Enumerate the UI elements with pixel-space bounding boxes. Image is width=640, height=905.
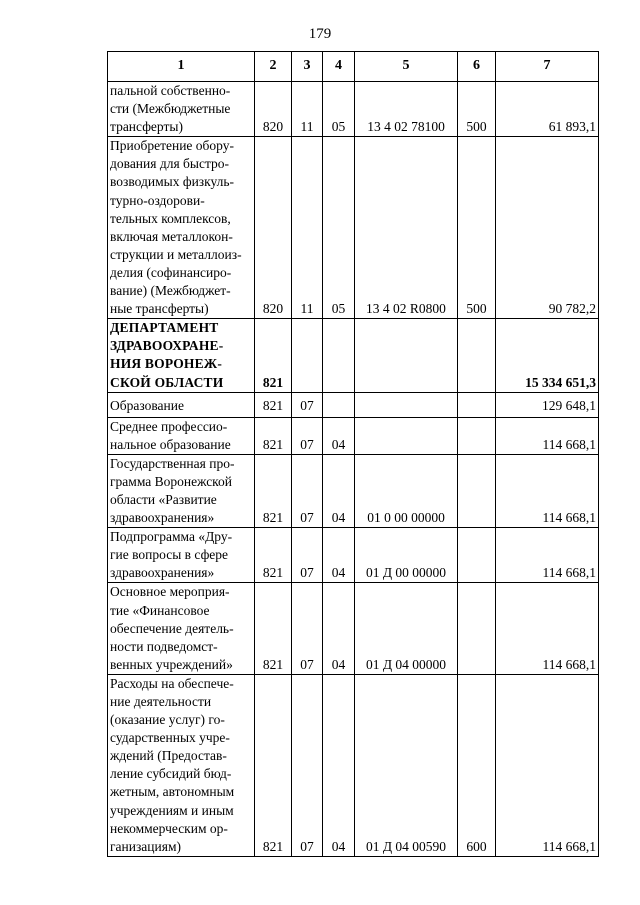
cell-expense-type — [458, 392, 496, 417]
cell-subsection-code: 04 — [323, 674, 355, 856]
description-line: турно-оздорови- — [110, 192, 205, 208]
cell-target-article: 13 4 02 78100 — [355, 82, 458, 137]
cell-target-article — [355, 392, 458, 417]
header-row — [108, 52, 599, 82]
description-line: жетным, автономным — [110, 784, 235, 800]
cell-target-article: 01 0 00 00000 — [355, 454, 458, 527]
description-line: ние деятельности — [110, 694, 212, 709]
cell-ministry-code: 821 — [255, 583, 292, 674]
cell-ministry-code: 821 — [255, 319, 292, 392]
description-line: ждений (Предостав- — [110, 748, 227, 764]
table-row — [108, 583, 599, 674]
col-header-3: 3 — [292, 52, 323, 82]
description-line: вание) (Межбюджет- — [110, 283, 231, 299]
description-line: делия (софинансиро- — [110, 264, 232, 280]
description-line: трансферты) — [110, 119, 183, 135]
description-line: пальной собственно- — [110, 83, 231, 98]
description-line: Расходы на обеспече- — [110, 675, 234, 691]
cell-ministry-code: 821 — [255, 454, 292, 527]
description-line: Государственная про- — [110, 455, 235, 471]
description-line: ганизациям) — [110, 838, 182, 854]
cell-expense-type — [458, 583, 496, 674]
description-line: нальное образование — [110, 436, 231, 452]
description-line: гие вопросы в сфере — [110, 547, 229, 563]
cell-subsection-code: 04 — [323, 454, 355, 527]
description-line: Подпрограмма «Дру- — [110, 529, 233, 545]
cell-section-code: 07 — [292, 417, 323, 454]
description-line: учреждениям и иным — [110, 802, 234, 818]
description-line: сти (Межбюджетные — [110, 101, 231, 117]
description-line: ЗДРАВООХРАНЕ- — [110, 338, 224, 354]
budget-table — [107, 51, 599, 857]
cell-section-code: 07 — [292, 392, 323, 417]
description-line: здравоохранения» — [110, 510, 215, 526]
col-header-1: 1 — [108, 52, 255, 82]
table-row — [108, 528, 599, 583]
description-line: струкции и металлоиз- — [110, 246, 242, 262]
cell-expense-type — [458, 528, 496, 583]
row-description — [108, 583, 255, 674]
description-line: ДЕПАРТАМЕНТ — [110, 320, 219, 336]
cell-ministry-code: 820 — [255, 137, 292, 319]
table-row — [108, 82, 599, 137]
cell-section-code: 07 — [292, 454, 323, 527]
row-description — [108, 392, 255, 417]
cell-amount: 61 893,1 — [496, 82, 599, 137]
cell-amount: 114 668,1 — [496, 583, 599, 674]
cell-expense-type: 500 — [458, 82, 496, 137]
col-header-6: 6 — [458, 52, 496, 82]
table-row — [108, 454, 599, 527]
description-line: некоммерческим ор- — [110, 820, 228, 836]
row-description — [108, 82, 255, 137]
description-line: ные трансферты) — [110, 301, 209, 317]
description-line: Приобретение обору- — [110, 138, 234, 154]
cell-section-code: 11 — [292, 82, 323, 137]
cell-subsection-code: 05 — [323, 82, 355, 137]
description-line: Образование — [110, 397, 184, 413]
table-row — [108, 319, 599, 392]
cell-target-article: 01 Д 04 00590 — [355, 674, 458, 856]
cell-target-article: 01 Д 04 00000 — [355, 583, 458, 674]
cell-section-code: 07 — [292, 528, 323, 583]
description-line: Основное мероприя- — [110, 584, 230, 600]
table-row — [108, 137, 599, 319]
page-number: 179 — [308, 26, 332, 42]
description-line: ление субсидий бюд- — [110, 766, 232, 782]
cell-subsection-code: 04 — [323, 417, 355, 454]
cell-subsection-code — [323, 319, 355, 392]
cell-amount: 90 782,2 — [496, 137, 599, 319]
cell-ministry-code: 820 — [255, 82, 292, 137]
cell-target-article: 01 Д 00 00000 — [355, 528, 458, 583]
cell-target-article: 13 4 02 R0800 — [355, 137, 458, 319]
row-description — [108, 417, 255, 454]
cell-expense-type: 600 — [458, 674, 496, 856]
description-line: Среднее профессио- — [110, 418, 228, 434]
cell-expense-type: 500 — [458, 137, 496, 319]
cell-amount: 129 648,1 — [496, 392, 599, 417]
description-line: дования для быстро- — [110, 156, 230, 172]
description-line: тие «Финансовое — [110, 602, 210, 618]
row-description — [108, 674, 255, 856]
cell-target-article — [355, 417, 458, 454]
cell-section-code — [292, 319, 323, 392]
description-line: здравоохранения» — [110, 565, 215, 581]
cell-expense-type — [458, 319, 496, 392]
table-row — [108, 392, 599, 417]
row-description — [108, 528, 255, 583]
cell-target-article — [355, 319, 458, 392]
cell-amount: 114 668,1 — [496, 674, 599, 856]
cell-subsection-code: 04 — [323, 528, 355, 583]
cell-ministry-code: 821 — [255, 392, 292, 417]
col-header-5: 5 — [355, 52, 458, 82]
cell-expense-type — [458, 417, 496, 454]
cell-subsection-code: 04 — [323, 583, 355, 674]
table-row — [108, 674, 599, 856]
description-line: включая металлокон- — [110, 228, 233, 244]
description-line: НИЯ ВОРОНЕЖ- — [110, 356, 223, 372]
row-description — [108, 319, 255, 392]
description-line: грамма Воронежской — [110, 473, 233, 489]
description-line: ности подведомст- — [110, 638, 218, 654]
cell-amount: 114 668,1 — [496, 528, 599, 583]
description-line: сударственных учре- — [110, 730, 230, 746]
table-row — [108, 417, 599, 454]
description-line: (оказание услуг) го- — [110, 712, 225, 728]
col-header-2: 2 — [255, 52, 292, 82]
col-header-7: 7 — [496, 52, 599, 82]
cell-section-code: 07 — [292, 674, 323, 856]
cell-ministry-code: 821 — [255, 417, 292, 454]
description-line: тельных комплексов, — [110, 210, 231, 226]
cell-expense-type — [458, 454, 496, 527]
cell-subsection-code — [323, 392, 355, 417]
col-header-4: 4 — [323, 52, 355, 82]
row-description — [108, 137, 255, 319]
description-line: обеспечение деятель- — [110, 620, 234, 636]
description-line: области «Развитие — [110, 491, 217, 507]
description-line: возводимых физкуль- — [110, 174, 235, 190]
cell-ministry-code: 821 — [255, 528, 292, 583]
row-description — [108, 454, 255, 527]
cell-ministry-code: 821 — [255, 674, 292, 856]
cell-amount: 114 668,1 — [496, 417, 599, 454]
cell-amount: 15 334 651,3 — [496, 319, 599, 392]
cell-section-code: 07 — [292, 583, 323, 674]
cell-subsection-code: 05 — [323, 137, 355, 319]
description-line: венных учреждений» — [110, 656, 233, 672]
cell-amount: 114 668,1 — [496, 454, 599, 527]
description-line: СКОЙ ОБЛАСТИ — [110, 374, 224, 390]
table-body — [108, 82, 599, 857]
cell-section-code: 11 — [292, 137, 323, 319]
